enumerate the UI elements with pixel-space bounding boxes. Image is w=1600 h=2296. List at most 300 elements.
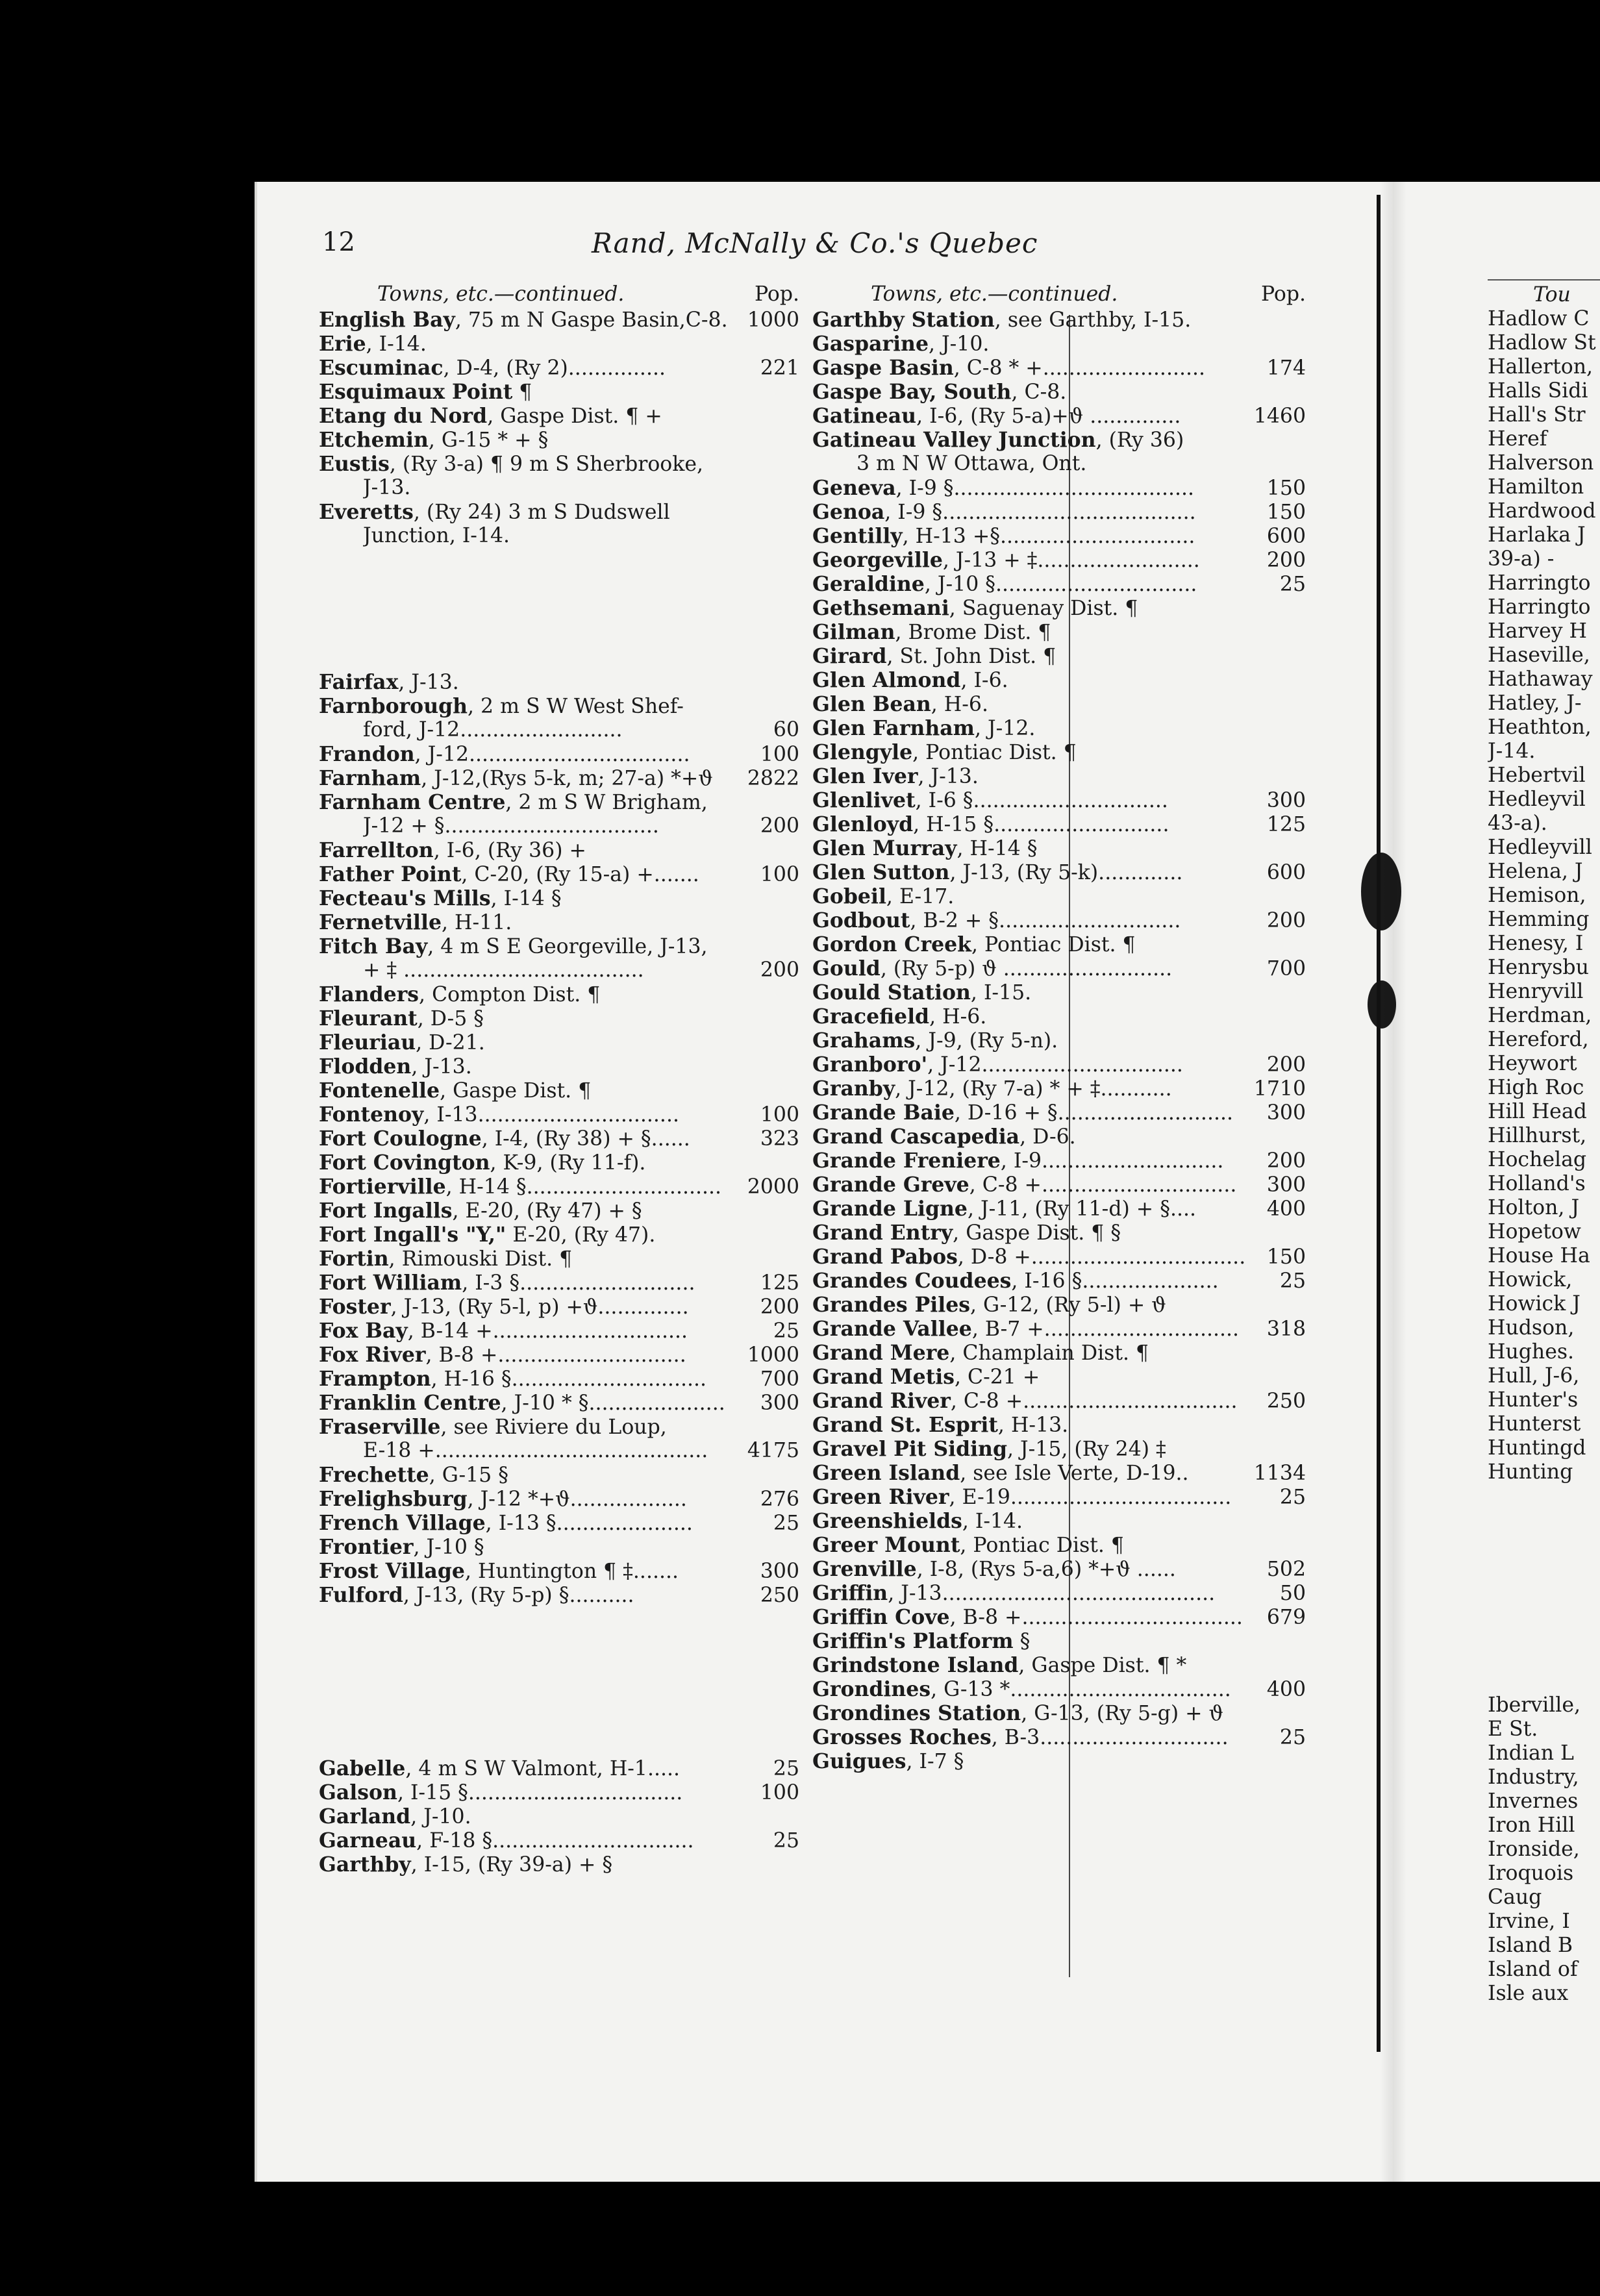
place-name: Grand Mere xyxy=(812,1341,950,1365)
entry-details: , D-5 § xyxy=(417,1007,484,1030)
population-value: 150 xyxy=(1266,477,1306,500)
gazetteer-entry xyxy=(812,452,1306,476)
entry-details: , J-10. xyxy=(410,1805,471,1828)
entry-details: , I-15. xyxy=(970,981,1032,1004)
population-value: 200 xyxy=(760,958,799,982)
place-name: Glen Bean xyxy=(812,692,931,716)
entry-details: , G-12, (Ry 5-l) + ϑ xyxy=(969,1293,1166,1317)
entries-e xyxy=(319,308,799,548)
gazetteer-entry xyxy=(319,404,799,428)
entry-details: , H-13 +§.............................. xyxy=(902,525,1195,548)
population-value: 50 xyxy=(1279,1582,1306,1605)
fragment-entry: J-14. xyxy=(1488,740,1536,763)
fragment-entry: Hardwood xyxy=(1488,499,1596,523)
entry-text xyxy=(812,1365,1040,1389)
population-value: 200 xyxy=(1266,1149,1306,1173)
fragment-entry: Indian L xyxy=(1488,1741,1574,1765)
entry-text xyxy=(319,1583,634,1607)
fragment-entry: Howick J xyxy=(1488,1292,1581,1316)
gazetteer-entry xyxy=(319,1391,799,1415)
place-name: Father Point xyxy=(319,862,462,886)
entry-text xyxy=(812,596,1138,620)
fragment-entry: Hopetow xyxy=(1488,1220,1581,1243)
place-name: Granboro' xyxy=(812,1053,928,1077)
place-name: Fortin xyxy=(319,1247,389,1271)
fragment-entry: 43-a). xyxy=(1488,812,1547,835)
fragment-entry: Hudson, xyxy=(1488,1316,1575,1340)
place-name: Garthby Station xyxy=(812,308,995,332)
entry-text xyxy=(319,1367,706,1391)
population-value: 4175 xyxy=(747,1439,799,1462)
entry-details: , I-6. xyxy=(960,669,1008,692)
place-name: Gethsemani xyxy=(812,596,949,620)
entry-text xyxy=(812,1509,1023,1533)
fragment-entry: Hallerton, xyxy=(1488,355,1594,379)
population-value: 1000 xyxy=(747,1343,799,1367)
gazetteer-entry xyxy=(812,332,1306,356)
place-name: Etang du Nord xyxy=(319,404,488,428)
entry-text xyxy=(319,1247,572,1271)
entry-details: , I-9 §..................................... xyxy=(895,477,1195,500)
fragment-entry: Hall's Str xyxy=(1488,403,1586,427)
entry-text xyxy=(812,1557,1176,1581)
entry-text xyxy=(319,1415,667,1439)
gazetteer-entry xyxy=(812,1341,1306,1365)
entry-text xyxy=(812,1653,1186,1677)
entry-text xyxy=(319,1511,693,1535)
entry-text xyxy=(363,718,623,742)
gazetteer-entry xyxy=(319,1247,799,1271)
entry-details: , H-11. xyxy=(442,911,512,934)
gazetteer-entry xyxy=(812,1365,1306,1389)
gazetteer-entry xyxy=(812,1461,1306,1485)
population-value: 1710 xyxy=(1253,1077,1306,1101)
place-name: Grande Greve xyxy=(812,1173,969,1197)
gazetteer-entry xyxy=(812,644,1306,668)
gazetteer-entry xyxy=(812,620,1306,644)
gazetteer-entry xyxy=(319,452,799,476)
place-name: Eustis xyxy=(319,452,390,476)
gazetteer-entry xyxy=(812,380,1306,404)
middle-column xyxy=(812,282,1306,1773)
gazetteer-entry xyxy=(812,980,1306,1004)
entry-text xyxy=(812,1413,1068,1437)
entry-text xyxy=(812,1317,1239,1341)
gazetteer-entry xyxy=(812,932,1306,956)
place-name: Farnham xyxy=(319,766,421,790)
entry-text xyxy=(319,910,512,934)
entry-text xyxy=(812,644,1056,668)
gazetteer-entry xyxy=(319,380,799,404)
gazetteer-entry xyxy=(812,1605,1306,1629)
place-name: Grand Metis xyxy=(812,1365,955,1389)
place-name: Fairfax xyxy=(319,670,399,694)
place-name: Frampton xyxy=(319,1367,431,1391)
ink-stain xyxy=(1361,853,1401,930)
entry-text xyxy=(812,572,1197,596)
gazetteer-entry xyxy=(812,1677,1306,1701)
fragment-entry: Isle aux xyxy=(1488,1982,1569,2005)
entry-text xyxy=(319,1463,508,1487)
gazetteer-entry xyxy=(319,1511,799,1535)
fragment-entry: Harvey H xyxy=(1488,619,1588,643)
entry-text xyxy=(363,524,510,548)
gazetteer-entry xyxy=(812,404,1306,428)
entry-details: , H-14 §.............................. xyxy=(445,1175,722,1199)
entry-details: , B-8 +.................................. xyxy=(949,1606,1243,1629)
entry-text xyxy=(812,1701,1223,1725)
entry-text xyxy=(812,1437,1166,1461)
fragment-entry: Heref xyxy=(1488,427,1547,451)
section-spacer xyxy=(1488,1484,1600,1693)
place-name: Farrellton xyxy=(319,838,434,862)
entry-details: , Saguenay Dist. ¶ xyxy=(949,597,1138,620)
column-heading-pop: Pop. xyxy=(754,282,799,306)
entry-text xyxy=(319,1559,679,1583)
fragment-entry: Haseville, xyxy=(1488,643,1590,667)
gazetteer-entry xyxy=(319,1343,799,1367)
place-name: Garneau xyxy=(319,1828,417,1853)
place-name: Grand St. Esprit xyxy=(812,1413,998,1437)
place-name: Green River xyxy=(812,1485,949,1509)
entry-details: , B-7 +.............................. xyxy=(971,1317,1240,1341)
gazetteer-entry xyxy=(319,790,799,814)
place-name: Fontenoy xyxy=(319,1103,424,1127)
entry-text xyxy=(812,836,1037,860)
place-name: Gatineau xyxy=(812,404,917,428)
entry-details: , I-15, (Ry 39-a) + § xyxy=(410,1853,613,1877)
fragment-entry: Heywort xyxy=(1488,1052,1577,1075)
gazetteer-entry xyxy=(812,1004,1306,1029)
place-name: Fecteau's Mills xyxy=(319,886,491,910)
entry-details: , I-8, (Rys 5-a,6) *+ϑ ...... xyxy=(916,1558,1176,1581)
entry-text xyxy=(319,1780,682,1804)
place-name: Grande Vallee xyxy=(812,1317,972,1341)
entry-details: , Champlain Dist. ¶ xyxy=(949,1341,1149,1365)
page-number: 12 xyxy=(322,227,355,257)
entry-text xyxy=(812,1389,1238,1413)
entry-details: , D-6. xyxy=(1019,1125,1076,1149)
gazetteer-entry xyxy=(812,1053,1306,1077)
place-name: Frontier xyxy=(319,1535,414,1559)
section-spacer xyxy=(319,548,799,670)
entry-details: , I-4, (Ry 38) + §...... xyxy=(481,1127,690,1151)
place-name: Grande Freniere xyxy=(812,1149,1001,1173)
place-name: Galson xyxy=(319,1780,397,1804)
place-name: Gaspe Bay, South xyxy=(812,380,1012,404)
population-value: 1000 xyxy=(747,308,799,332)
entry-details: , Gaspe Dist. ¶ xyxy=(440,1079,592,1103)
entry-details: , J-13, (Ry 5-l, p) +ϑ.............. xyxy=(390,1295,689,1319)
gazetteer-entry xyxy=(319,1439,799,1463)
entry-details: , 2 m S W West Shef- xyxy=(468,695,684,718)
gazetteer-entry xyxy=(812,1389,1306,1413)
gazetteer-entry xyxy=(319,524,799,548)
population-value: 25 xyxy=(1279,1269,1306,1293)
fragment-entry: Hebertvil xyxy=(1488,764,1586,787)
entry-details: , J-13, (Ry 5-p) §.......... xyxy=(403,1584,634,1607)
population-value: 150 xyxy=(1266,1245,1306,1269)
place-name: Fort Coulogne xyxy=(319,1127,482,1151)
population-value: 25 xyxy=(773,1757,799,1780)
entry-details: , C-8 * +......................... xyxy=(953,356,1206,380)
middle-column-heading xyxy=(812,282,1306,306)
population-value: 600 xyxy=(1266,525,1306,548)
gazetteer-entry xyxy=(812,1653,1306,1677)
place-name: Guigues xyxy=(812,1749,906,1773)
population-value: 502 xyxy=(1266,1558,1306,1581)
entry-details: , H-15 §........................... xyxy=(913,813,1169,836)
gazetteer-entry xyxy=(319,1367,799,1391)
gazetteer-entry xyxy=(812,572,1306,596)
gazetteer-entry xyxy=(812,1269,1306,1293)
page-binding-edge xyxy=(1377,195,1381,2052)
entry-details: , I-6, (Ry 36) + xyxy=(433,839,586,862)
entry-text xyxy=(319,428,548,452)
gazetteer-entry xyxy=(812,1485,1306,1509)
entry-details: , D-16 + §........................... xyxy=(954,1101,1234,1125)
entry-details: , Huntington ¶ ‡....... xyxy=(464,1560,679,1583)
fragment-entry: Hadlow St xyxy=(1488,331,1596,355)
entry-text xyxy=(812,1581,1215,1605)
entry-text xyxy=(812,740,1077,764)
population-value: 200 xyxy=(760,1295,799,1319)
fragment-entry: Holton, J xyxy=(1488,1196,1580,1219)
gazetteer-entry xyxy=(812,788,1306,812)
entry-details: , (Ry 5-p) ϑ .......................... xyxy=(880,957,1173,980)
gazetteer-entry xyxy=(812,1197,1306,1221)
entry-details: ¶ xyxy=(512,381,532,404)
entry-text xyxy=(812,764,979,788)
population-value: 300 xyxy=(760,1560,799,1583)
entry-text xyxy=(812,1293,1166,1317)
entry-text xyxy=(812,308,1191,332)
entry-details: J-13. xyxy=(363,476,411,499)
place-name: Grand Cascapedia xyxy=(812,1125,1020,1149)
entry-text xyxy=(319,1828,694,1853)
entry-details: , J-10. xyxy=(929,332,990,356)
entry-text xyxy=(812,476,1194,500)
population-value: 700 xyxy=(1266,957,1306,980)
fragment-entry: Holland's xyxy=(1488,1172,1586,1195)
place-name: Grondines xyxy=(812,1677,931,1701)
gazetteer-entry xyxy=(812,1701,1306,1725)
population-value: 100 xyxy=(760,863,799,886)
entry-text xyxy=(812,332,989,356)
entry-text xyxy=(812,812,1169,836)
entry-details: , I-14. xyxy=(962,1510,1023,1533)
place-name: Grand Pabos xyxy=(812,1245,958,1269)
entry-text xyxy=(319,838,586,862)
place-name: Garthby xyxy=(319,1853,411,1877)
gazetteer-entry xyxy=(319,476,799,500)
entry-details: , G-15 § xyxy=(429,1464,508,1487)
entry-details: , see Garthby, I-15. xyxy=(994,308,1192,332)
fragment-entry: Heathton, xyxy=(1488,716,1592,739)
gazetteer-entry xyxy=(319,742,799,766)
entry-text xyxy=(812,1197,1196,1221)
population-value: 400 xyxy=(1266,1678,1306,1701)
entry-details: E-20, (Ry 47). xyxy=(506,1223,656,1247)
population-value: 125 xyxy=(1266,813,1306,836)
place-name: Geraldine xyxy=(812,572,925,596)
entry-text xyxy=(812,1749,964,1773)
gazetteer-entry xyxy=(812,1581,1306,1605)
place-name: Grondines Station xyxy=(812,1701,1021,1725)
gazetteer-entry xyxy=(319,1853,799,1877)
population-value: 125 xyxy=(760,1271,799,1295)
entry-text xyxy=(812,1341,1149,1365)
entry-details: , J-12. xyxy=(974,717,1036,740)
entry-text xyxy=(812,1677,1231,1701)
entry-details: , G-13 *.................................. xyxy=(931,1678,1231,1701)
fragment-entry: Henesy, I xyxy=(1488,932,1584,955)
fragment-entry: Irvine, I xyxy=(1488,1910,1570,1933)
gazetteer-entry xyxy=(319,1319,799,1343)
place-name: Griffin xyxy=(812,1581,888,1605)
place-name: Gabelle xyxy=(319,1756,406,1780)
entry-text xyxy=(812,428,1184,452)
place-name: French Village xyxy=(319,1511,486,1535)
entry-details: , H-6. xyxy=(931,693,988,716)
fragment-entry: Huntingd xyxy=(1488,1436,1586,1460)
entry-details: , Rimouski Dist. ¶ xyxy=(388,1247,573,1271)
place-name: Fitch Bay xyxy=(319,934,428,958)
entry-details: , Gaspe Dist. ¶ + xyxy=(487,405,662,428)
gazetteer-entry xyxy=(319,308,799,332)
gazetteer-entry xyxy=(812,1725,1306,1749)
place-name: Georgeville xyxy=(812,548,943,572)
gazetteer-entry xyxy=(812,812,1306,836)
gazetteer-entry xyxy=(812,908,1306,932)
entry-details: , Pontiac Dist. ¶ xyxy=(912,741,1077,764)
place-name: Everetts xyxy=(319,500,414,524)
left-column-heading xyxy=(319,282,799,306)
entry-text xyxy=(319,862,699,886)
gazetteer-entry xyxy=(319,1828,799,1853)
entry-text xyxy=(812,1269,1219,1293)
gazetteer-entry xyxy=(319,1199,799,1223)
gazetteer-entry xyxy=(812,1413,1306,1437)
entry-details: , J-12, (Ry 7-a) * + ‡........... xyxy=(895,1077,1172,1101)
entry-details: , I-13 §..................... xyxy=(485,1512,693,1535)
fragment-entry: Hedleyvil xyxy=(1488,788,1586,811)
gazetteer-entry xyxy=(319,1583,799,1607)
entry-text xyxy=(319,356,666,380)
entries-g-start xyxy=(319,1756,799,1877)
place-name: Fulford xyxy=(319,1583,403,1607)
gazetteer-entry xyxy=(319,500,799,524)
place-name: Glenlivet xyxy=(812,788,916,812)
gazetteer-entry xyxy=(812,1029,1306,1053)
place-name: Flodden xyxy=(319,1054,412,1079)
population-value: 25 xyxy=(773,1512,799,1535)
place-name: Foster xyxy=(319,1295,391,1319)
entry-details: , Gaspe Dist. ¶ § xyxy=(953,1221,1121,1245)
place-name: Glenloyd xyxy=(812,812,914,836)
entry-text xyxy=(319,1391,725,1415)
entry-details: , F-18 §............................... xyxy=(416,1829,694,1853)
ink-stain xyxy=(1368,980,1396,1029)
fragment-entry: Iron Hill xyxy=(1488,1814,1575,1837)
gazetteer-entry xyxy=(812,1173,1306,1197)
entry-details: , C-8 +................................. xyxy=(950,1390,1238,1413)
entry-text xyxy=(812,356,1205,380)
place-name: Farnborough xyxy=(319,694,468,718)
gazetteer-entry xyxy=(319,1079,799,1103)
place-name: Farnham Centre xyxy=(319,790,506,814)
entry-details: , C-21 + xyxy=(954,1366,1040,1389)
population-value: 25 xyxy=(1279,1486,1306,1509)
entry-text xyxy=(319,452,703,476)
gazetteer-entry xyxy=(319,1127,799,1151)
fragment-entry: Halverson xyxy=(1488,451,1594,475)
entry-text xyxy=(363,476,410,500)
place-name: Gilman xyxy=(812,620,895,644)
entry-text xyxy=(812,620,1051,644)
place-name: Glen Farnham xyxy=(812,716,975,740)
place-name: Frelighsburg xyxy=(319,1487,468,1511)
entry-text xyxy=(319,1127,690,1151)
entry-text xyxy=(812,1533,1124,1557)
place-name: Griffin's Platform xyxy=(812,1629,1014,1653)
fragment-entry: Caug xyxy=(1488,1886,1542,1909)
entry-text xyxy=(319,308,728,332)
entry-text xyxy=(319,1535,484,1559)
fragment-entry: Hill Head xyxy=(1488,1100,1587,1123)
entry-details: 3 m N W Ottawa, Ont. xyxy=(856,452,1087,475)
population-value: 200 xyxy=(1266,549,1306,572)
entry-details: , E-17. xyxy=(886,885,955,908)
fragment-entry: Iroquois xyxy=(1488,1862,1574,1885)
fragment-entry: Hedleyvill xyxy=(1488,836,1592,859)
entry-text xyxy=(319,1175,721,1199)
gazetteer-entry xyxy=(812,1509,1306,1533)
entry-details: , H-13. xyxy=(997,1414,1069,1437)
fragment-entry: Hemison, xyxy=(1488,884,1586,907)
entry-text xyxy=(812,668,1008,692)
entry-details: , J-13. xyxy=(398,671,459,694)
column-heading-pop: Pop. xyxy=(1260,282,1306,306)
place-name: Gordon Creek xyxy=(812,932,971,956)
fragment-entry: Hereford, xyxy=(1488,1028,1589,1051)
gazetteer-entry xyxy=(319,886,799,910)
place-name: Godbout xyxy=(812,908,910,932)
gazetteer-entry xyxy=(812,836,1306,860)
population-value: 600 xyxy=(1266,861,1306,884)
entries-g xyxy=(812,308,1306,1773)
entry-text xyxy=(812,1605,1243,1629)
gazetteer-entry xyxy=(319,1295,799,1319)
place-name: Grande Baie xyxy=(812,1101,955,1125)
place-name: Griffin Cove xyxy=(812,1605,950,1629)
fragment-entry: Island of xyxy=(1488,1958,1578,1981)
entry-details: , C-8 +.............................. xyxy=(969,1173,1237,1197)
population-value: 2000 xyxy=(747,1175,799,1199)
place-name: Grenville xyxy=(812,1557,917,1581)
entry-details: , D-8 +................................. xyxy=(957,1245,1246,1269)
entry-text xyxy=(812,1029,1058,1053)
place-name: Esquimaux Point xyxy=(319,380,513,404)
entry-text xyxy=(319,1271,695,1295)
entry-text xyxy=(812,692,988,716)
entry-details: , J-10 * §..................... xyxy=(501,1391,725,1415)
entry-text xyxy=(319,694,684,718)
fragment-entry: Hughes. xyxy=(1488,1340,1575,1364)
gazetteer-entry xyxy=(812,1077,1306,1101)
gazetteer-entry xyxy=(319,670,799,694)
entry-details: , H-16 §.............................. xyxy=(431,1367,707,1391)
